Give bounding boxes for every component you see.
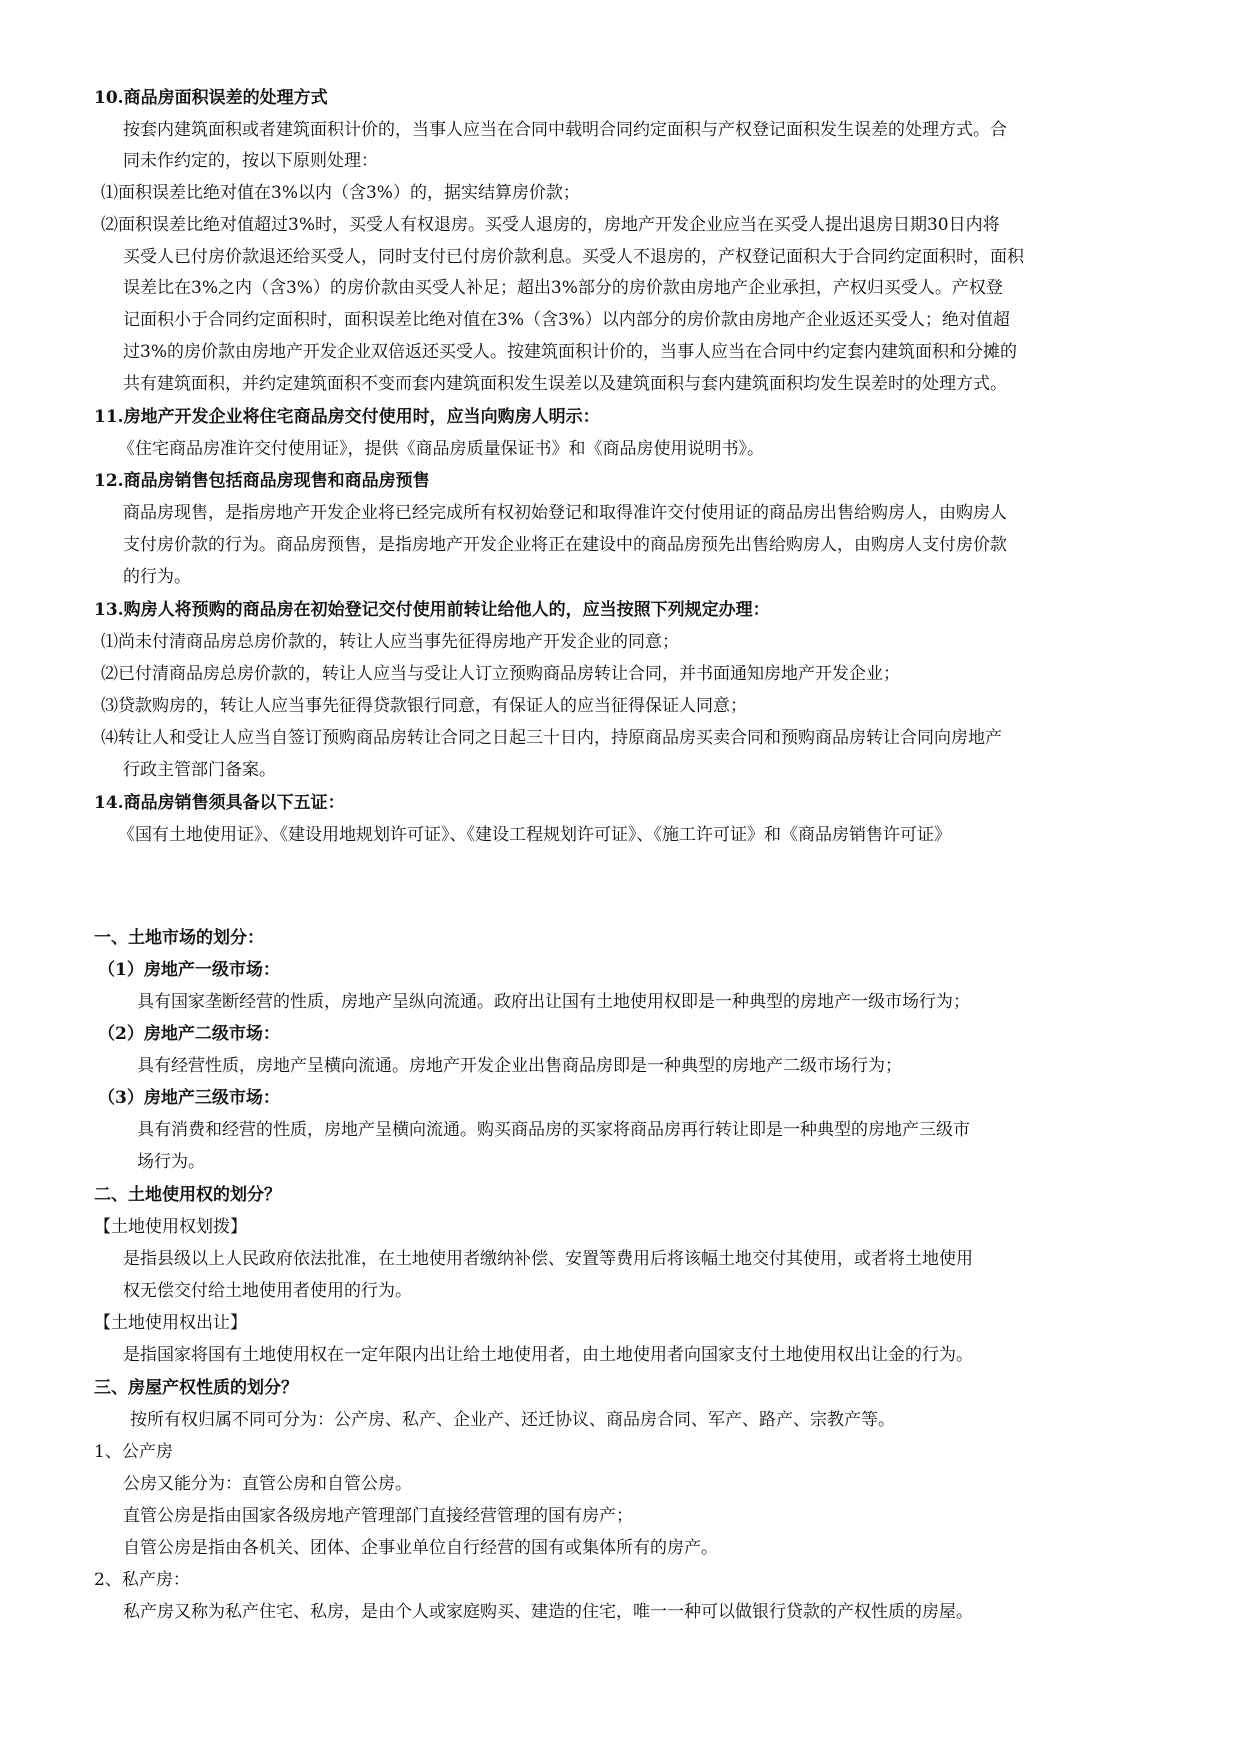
section-12-body-line: 的行为。	[123, 567, 191, 587]
land-market-heading: 一、土地市场的划分：	[94, 928, 264, 948]
private-housing-body: 私产房又称为私产住宅、私房，是由个人或家庭购买、建造的住宅，唯一一种可以做银行贷款的产权性质的房屋。	[123, 1602, 973, 1622]
transfer-body: 是指国家将国有土地使用权在一定年限内出让给土地使用者，由土地使用者向国家支付土地使用权出让金的行为。	[123, 1345, 973, 1365]
section-13-item-continuation: 行政主管部门备案。	[123, 760, 276, 780]
section-11-body: 《住宅商品房准许交付使用证》，提供《商品房质量保证书》和《商品房使用说明书》。	[118, 439, 764, 459]
property-right-intro: 按所有权归属不同可分为：公产房、私产、企业产、还迁协议、商品房合同、军产、路产、宗教产等。	[130, 1410, 895, 1430]
public-housing-body-line: 自管公房是指由各机关、团体、企事业单位自行经营的国有或集体所有的房产。	[123, 1538, 718, 1558]
section-10-item-2-line: 误差比在3%之内（含3%）的房价款由买受人补足；超出3%部分的房价款由房地产企业承担，产权归买受人。产权登	[123, 278, 1003, 298]
section-14-heading: 14.商品房销售须具备以下五证：	[94, 793, 345, 813]
secondary-market-body: 具有经营性质，房地产呈横向流通。房地产开发企业出售商品房即是一种典型的房地产二级市场行为；	[137, 1056, 902, 1076]
secondary-market-label: （2）房地产二级市场：	[98, 1024, 280, 1044]
allocation-body-line: 权无偿交付给土地使用者使用的行为。	[123, 1281, 412, 1301]
public-housing-body-line: 公房又能分为：直管公房和自管公房。	[123, 1474, 412, 1494]
section-10-heading: 10.商品房面积误差的处理方式	[94, 88, 328, 108]
allocation-label: 【土地使用权划拨】	[94, 1217, 247, 1237]
section-13-item: ⑶贷款购房的，转让人应当事先征得贷款银行同意，有保证人的应当征得保证人同意；	[101, 696, 747, 716]
section-11-heading: 11.房地产开发企业将住宅商品房交付使用时，应当向购房人明示：	[94, 407, 600, 427]
primary-market-body: 具有国家垄断经营的性质，房地产呈纵向流通。政府出让国有土地使用权即是一种典型的房地产一级市场行为；	[137, 992, 970, 1012]
tertiary-market-label: （3）房地产三级市场：	[98, 1088, 280, 1108]
section-10-item-2-line: 记面积小于合同约定面积时，面积误差比绝对值在3%（含3%）以内部分的房价款由房地产企业返还买受人；绝对值超	[123, 310, 1010, 330]
section-13-item: ⑴尚未付清商品房总房价款的，转让人应当事先征得房地产开发企业的同意；	[101, 632, 679, 652]
section-14-body: 《国有土地使用证》、《建设用地规划许可证》、《建设工程规划许可证》、《施工许可证》和《商品房销售许可证》	[118, 825, 951, 845]
transfer-label: 【土地使用权出让】	[94, 1313, 247, 1333]
section-13-item: ⑵已付清商品房总房价款的，转让人应当与受让人订立预购商品房转让合同，并书面通知房地产开发企业；	[101, 664, 900, 684]
primary-market-label: （1）房地产一级市场：	[98, 960, 280, 980]
land-use-right-heading: 二、土地使用权的划分？	[94, 1185, 281, 1205]
section-12-heading: 12.商品房销售包括商品房现售和商品房预售	[94, 471, 430, 491]
section-12-body-line: 支付房价款的行为。商品房预售，是指房地产开发企业将正在建设中的商品房预先出售给购房人，由购房人支付房价款	[123, 535, 1007, 555]
section-10-intro-line: 同未作约定的，按以下原则处理：	[123, 151, 378, 171]
private-housing-label: 2、私产房：	[94, 1570, 190, 1590]
tertiary-market-body-line: 场行为。	[137, 1152, 205, 1172]
allocation-body-line: 是指县级以上人民政府依法批准，在土地使用者缴纳补偿、安置等费用后将该幅土地交付其使用，或者将土地使用	[123, 1249, 973, 1269]
public-housing-body-line: 直管公房是指由国家各级房地产管理部门直接经营管理的国有房产；	[123, 1506, 633, 1526]
section-10-item-1: ⑴面积误差比绝对值在3%以内（含3%）的，据实结算房价款；	[101, 183, 580, 203]
section-10-item-2-line: 过3%的房价款由房地产开发企业双倍返还买受人。按建筑面积计价的，当事人应当在合同中约定套内建筑面积和分摊的	[123, 342, 1017, 362]
section-12-body-line: 商品房现售，是指房地产开发企业将已经完成所有权初始登记和取得准许交付使用证的商品房出售给购房人，由购房人	[123, 503, 1007, 523]
section-10-intro-line: 按套内建筑面积或者建筑面积计价的，当事人应当在合同中载明合同约定面积与产权登记面积发生误差的处理方式。合	[123, 120, 1007, 140]
section-13-item: ⑷转让人和受让人应当自签订预购商品房转让合同之日起三十日内，持原商品房买卖合同和预购商品房转让合同向房地产	[101, 728, 1002, 748]
tertiary-market-body-line: 具有消费和经营的性质，房地产呈横向流通。购买商品房的买家将商品房再行转让即是一种典型的房地产三级市	[137, 1120, 970, 1140]
section-13-heading: 13.购房人将预购的商品房在初始登记交付使用前转让给他人的，应当按照下列规定办理：	[94, 600, 770, 620]
public-housing-label: 1、公产房	[94, 1442, 173, 1462]
section-10-item-2-line: ⑵面积误差比绝对值超过3%时，买受人有权退房。买受人退房的，房地产开发企业应当在买受人提出退房日期30日内将	[101, 215, 1000, 235]
section-10-item-2-line: 买受人已付房价款退还给买受人，同时支付已付房价款利息。买受人不退房的，产权登记面积大于合同约定面积时，面积	[123, 247, 1024, 267]
property-right-heading: 三、房屋产权性质的划分？	[94, 1378, 298, 1398]
section-10-item-2-line: 共有建筑面积，并约定建筑面积不变而套内建筑面积发生误差以及建筑面积与套内建筑面积均发生误差时的处理方式。	[123, 374, 1007, 394]
